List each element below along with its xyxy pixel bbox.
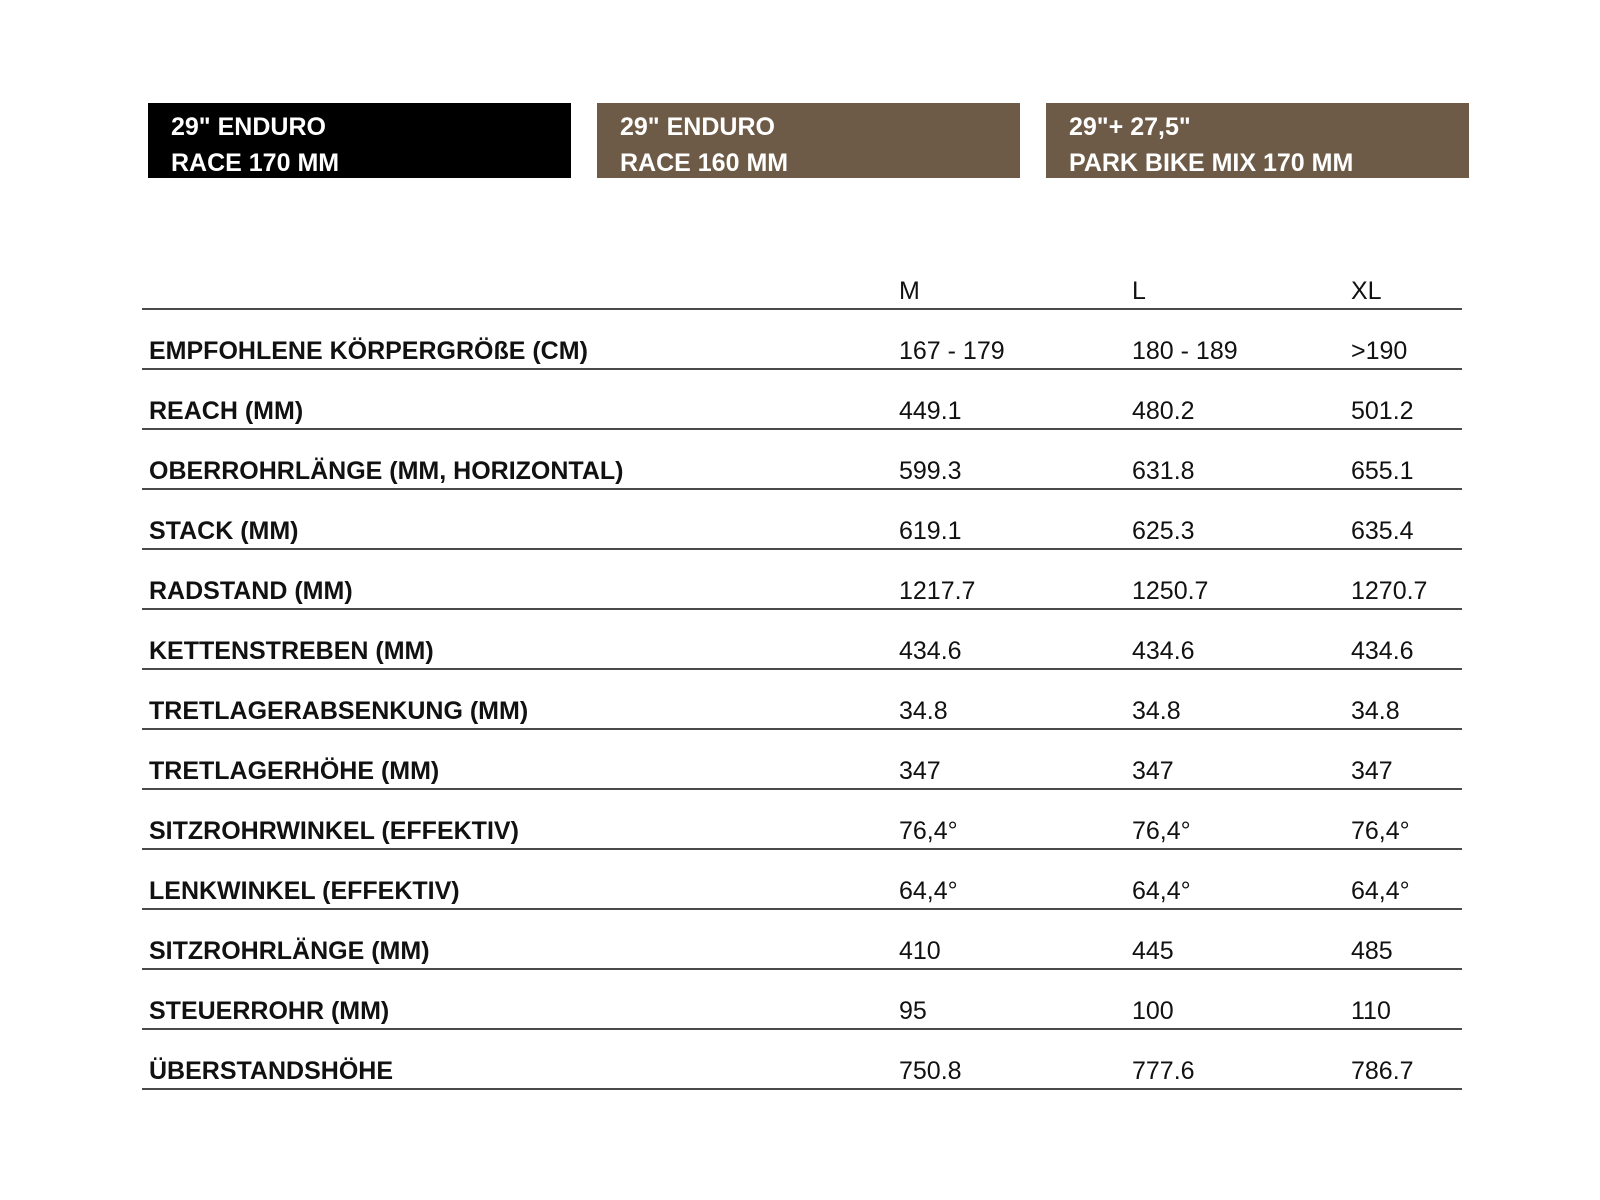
tab-line2: RACE 170 MM bbox=[171, 149, 340, 177]
value-size-l: 100 bbox=[1132, 997, 1174, 1025]
value-size-l: 347 bbox=[1132, 757, 1174, 785]
table-row bbox=[142, 790, 1462, 850]
value-size-l: 76,4° bbox=[1132, 817, 1191, 845]
row-label: TRETLAGERHÖHE (MM) bbox=[149, 757, 440, 785]
value-size-xl: 434.6 bbox=[1351, 637, 1414, 665]
row-label: SITZROHRLÄNGE (MM) bbox=[149, 937, 430, 965]
tab-park-bike-mix-170[interactable] bbox=[1046, 103, 1469, 178]
row-label: TRETLAGERABSENKUNG (MM) bbox=[149, 697, 529, 725]
value-size-m: 167 - 179 bbox=[899, 337, 1005, 365]
value-size-m: 1217.7 bbox=[899, 577, 976, 605]
value-size-m: 95 bbox=[899, 997, 927, 1025]
value-size-xl: >190 bbox=[1351, 337, 1408, 365]
value-size-m: 750.8 bbox=[899, 1057, 962, 1085]
tab-line1: 29"+ 27,5" bbox=[1069, 113, 1191, 141]
row-label: OBERROHRLÄNGE (MM, HORIZONTAL) bbox=[149, 457, 624, 485]
size-header-xl: XL bbox=[1351, 277, 1382, 305]
value-size-l: 777.6 bbox=[1132, 1057, 1195, 1085]
row-label: STEUERROHR (MM) bbox=[149, 997, 390, 1025]
value-size-m: 449.1 bbox=[899, 397, 962, 425]
value-size-m: 64,4° bbox=[899, 877, 958, 905]
tab-line1: 29" ENDURO bbox=[171, 113, 326, 141]
value-size-xl: 786.7 bbox=[1351, 1057, 1414, 1085]
value-size-xl: 635.4 bbox=[1351, 517, 1414, 545]
value-size-m: 410 bbox=[899, 937, 941, 965]
value-size-l: 625.3 bbox=[1132, 517, 1195, 545]
tab-enduro-race-160[interactable] bbox=[597, 103, 1020, 178]
value-size-xl: 110 bbox=[1351, 997, 1391, 1025]
table-row bbox=[142, 610, 1462, 670]
row-label: REACH (MM) bbox=[149, 397, 304, 425]
table-row bbox=[142, 370, 1462, 430]
value-size-l: 434.6 bbox=[1132, 637, 1195, 665]
value-size-xl: 76,4° bbox=[1351, 817, 1410, 845]
table-row bbox=[142, 670, 1462, 730]
row-label: EMPFOHLENE KÖRPERGRÖßE (CM) bbox=[149, 337, 588, 365]
value-size-xl: 34.8 bbox=[1351, 697, 1400, 725]
row-label: ÜBERSTANDSHÖHE bbox=[149, 1057, 393, 1085]
value-size-xl: 485 bbox=[1351, 937, 1393, 965]
table-row bbox=[142, 730, 1462, 790]
table-row bbox=[142, 430, 1462, 490]
geometry-variant-tabs bbox=[148, 103, 1464, 178]
value-size-m: 599.3 bbox=[899, 457, 962, 485]
tab-enduro-race-170[interactable] bbox=[148, 103, 571, 178]
value-size-xl: 347 bbox=[1351, 757, 1393, 785]
value-size-l: 64,4° bbox=[1132, 877, 1191, 905]
table-header-row bbox=[142, 265, 1462, 310]
row-label: KETTENSTREBEN (MM) bbox=[149, 637, 434, 665]
value-size-xl: 501.2 bbox=[1351, 397, 1414, 425]
tab-line1: 29" ENDURO bbox=[620, 113, 775, 141]
value-size-l: 445 bbox=[1132, 937, 1174, 965]
value-size-m: 34.8 bbox=[899, 697, 948, 725]
row-label: SITZROHRWINKEL (EFFEKTIV) bbox=[149, 817, 519, 845]
size-header-l: L bbox=[1132, 277, 1146, 305]
tab-line2: PARK BIKE MIX 170 MM bbox=[1069, 149, 1354, 177]
table-row bbox=[142, 970, 1462, 1030]
table-row bbox=[142, 1030, 1462, 1090]
value-size-m: 76,4° bbox=[899, 817, 958, 845]
value-size-m: 434.6 bbox=[899, 637, 962, 665]
table-row bbox=[142, 910, 1462, 970]
size-header-m: M bbox=[899, 277, 920, 305]
row-label: LENKWINKEL (EFFEKTIV) bbox=[149, 877, 460, 905]
value-size-m: 347 bbox=[899, 757, 941, 785]
value-size-l: 1250.7 bbox=[1132, 577, 1209, 605]
row-label: RADSTAND (MM) bbox=[149, 577, 353, 605]
value-size-xl: 1270.7 bbox=[1351, 577, 1428, 605]
value-size-l: 34.8 bbox=[1132, 697, 1181, 725]
table-row bbox=[142, 490, 1462, 550]
value-size-xl: 64,4° bbox=[1351, 877, 1410, 905]
value-size-l: 631.8 bbox=[1132, 457, 1195, 485]
table-row bbox=[142, 550, 1462, 610]
geometry-table bbox=[142, 265, 1462, 1090]
value-size-l: 480.2 bbox=[1132, 397, 1195, 425]
value-size-l: 180 - 189 bbox=[1132, 337, 1238, 365]
value-size-xl: 655.1 bbox=[1351, 457, 1414, 485]
row-label: STACK (MM) bbox=[149, 517, 299, 545]
value-size-m: 619.1 bbox=[899, 517, 962, 545]
table-row bbox=[142, 850, 1462, 910]
table-row bbox=[142, 310, 1462, 370]
tab-line2: RACE 160 MM bbox=[620, 149, 789, 177]
